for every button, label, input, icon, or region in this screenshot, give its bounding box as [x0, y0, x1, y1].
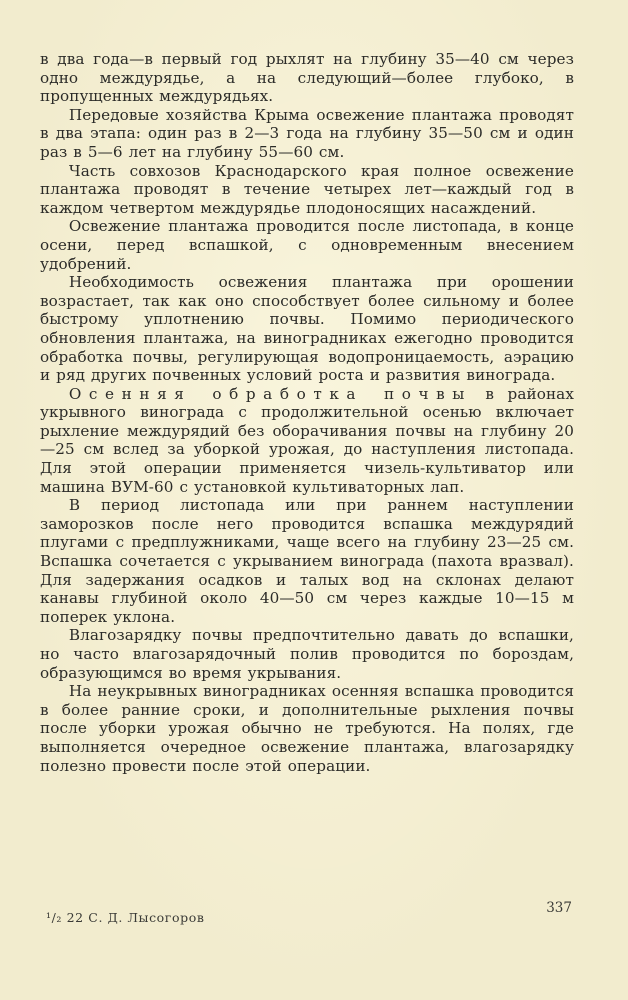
paragraph-9: На неукрывных виноградниках осенняя вспашка проводится в более ранние сроки, и дополнительные рыхления почвы после уборки урожая обычно не требуются. На полях, где выполняется очередное освежение плантажа, влагозарядку полезно провести после этой операции.: [40, 682, 574, 775]
signature-mark: ¹/₂ 22 С. Д. Лысогоров: [46, 910, 205, 925]
spaced-term: Осенняя обработка почвы: [68, 384, 472, 403]
page-number: 337: [546, 900, 572, 916]
paragraph-6: [40, 385, 574, 497]
page-footer: [46, 900, 572, 930]
paragraph-3: Часть совхозов Краснодарского края полное освежение плантажа проводят в течение четырех лет—каждый год в каждом четвертом междурядье плодоносящих насаждений.: [40, 161, 574, 217]
paragraph-4: Освежение плантажа проводится после листопада, в конце осени, перед вспашкой, с одновременным внесением удобрений.: [40, 217, 574, 273]
paragraph-2: Передовые хозяйства Крыма освежение плантажа проводят в два этапа: один раз в 2—3 года на глубину 35—50 см и один раз в 5—6 лет на глубину 55—60 см.: [40, 105, 574, 161]
paragraph-8: Влагозарядку почвы предпочтительно давать до вспашки, но часто влагозарядочный полив проводится по бороздам, образующимся во время укрывания.: [40, 626, 574, 682]
paragraph-7: В период листопада или при раннем наступлении заморозков после него проводится вспашка междурядий плугами с предплужниками, чаще всего на глубину 23—25 см. Вспашка сочетается с укрыванием винограда (пахота вразвал). Для задержания осадков и талых вод на склонах делают канавы глубиной около 40—50 см через каждые 10—15 м поперек уклона.: [40, 496, 574, 626]
body-text: [40, 50, 574, 775]
paragraph-5: Необходимость освежения плантажа при орошении возрастает, так как оно способствует более сильному и более быстрому уплотнению почвы. Помимо периодического обновления плантажа, на виноградниках ежегодно проводится обработка почвы, регулирующая водопроницаемость, аэрацию и ряд других почвенных условий роста и развития винограда.: [40, 273, 574, 385]
paragraph-1: в два года—в первый год рыхлят на глубину 35—40 см через одно междурядье, а на следующий—более глубоко, в пропущенных междурядьях.: [40, 50, 574, 106]
paragraph-6-rest: в районах укрывного винограда с продолжительной осенью включает рыхление междурядий без оборачивания почвы на глубину 20—25 см вслед за уборкой урожая, до наступления листопада. Для этой операции применяется чизель-культиватор или машина ВУМ-60 с установкой культиваторных лап.: [40, 384, 574, 496]
